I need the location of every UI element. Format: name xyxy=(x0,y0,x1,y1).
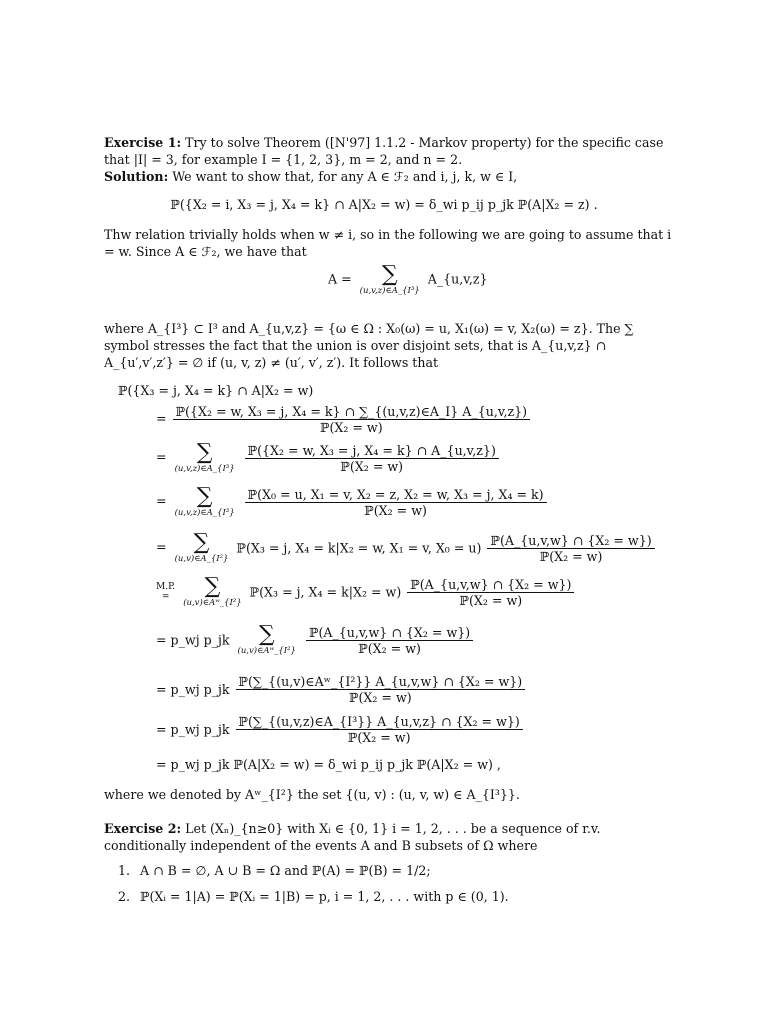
exercise-2-text: Let (Xₙ)_{n≥0} with Xᵢ ∈ {0, 1} i = 1, 2, . . . be a sequence of r.v. conditionally independent of the events A and B subsets of Ω where xyxy=(104,821,601,853)
markov-property-relation: M.P. = xyxy=(156,582,176,602)
derivation-line-2-fraction: $\frac{\text{ℙ(\{X₂ = w, X₃ = j, X₄ = k\} ∩ A\_\{u,v,z\})}}{\text{ℙ(X₂ = w)}}$ xyxy=(245,443,499,474)
derivation-line-5-fraction: $\frac{\text{ℙ(A\_\{u,v,w\} ∩ \{X₂ = w\})}}{\text{ℙ(X₂ = w)}}$ xyxy=(407,577,574,608)
list-item: 2. ℙ(Xᵢ = 1|A) = ℙ(Xᵢ = 1|B) = p, i = 1, 2, . . . with p ∈ (0, 1). xyxy=(118,889,509,904)
derivation-line-3-fraction: $\frac{\text{ℙ(X₀ = u, X₁ = v, X₂ = z, X₂ = w, X₃ = j, X₄ = k)}}{\text{ℙ(X₂ = w)}}$ xyxy=(245,487,547,518)
list-item: 1. A ∩ B = ∅, A ∪ B = Ω and ℙ(A) = ℙ(B) = 1/2; xyxy=(118,863,431,878)
exercise-1-text: Try to solve Theorem ([N'97] 1.1.2 - Markov property) for the specific case that |I| = 3, for example I = {1, 2, 3}, m = 2, and n = 2. xyxy=(104,135,664,167)
relation-paragraph: Thw relation trivially holds when w ≠ i, so in the following we are going to assume that i = w. Since A ∈ ℱ₂, we have that xyxy=(104,227,672,259)
derivation-line-4-fraction: $\frac{\text{ℙ(A\_\{u,v,w\} ∩ \{X₂ = w\})}}{\text{ℙ(X₂ = w)}}$ xyxy=(487,533,654,564)
derivation-line-3: = ∑ (u,v,z)∈A_{I³} $\frac{\text{ℙ(X₀ = u, X₁ = v, X₂ = z, X₂ = w, X₃ = j, X₄ = k)}}{\text{ℙ(X₂ = w)}}$ xyxy=(156,486,549,518)
derivation-line-1-fraction: $\frac{\text{ℙ(\{X₂ = w, X₃ = j, X₄ = k\} ∩ ∑\_\{(u,v,z)∈A\_I\} A\_\{u,v,z\})}}{\text{ℙ(X₂ = w)}}$ xyxy=(173,404,530,435)
exercise-2-paragraph xyxy=(104,820,674,854)
derivation-line-2: = ∑ (u,v,z)∈A_{I³} $\frac{\text{ℙ(\{X₂ = w, X₃ = j, X₄ = k\} ∩ A\_\{u,v,z\})}}{\text{ℙ(X₂ = w)}}$ xyxy=(156,442,501,474)
set-decomposition-lhs: A = xyxy=(328,271,352,287)
derivation-line-8-fraction: $\frac{\text{ℙ(∑\_\{(u,v,z)∈A\_\{I³\}\} A\_\{u,v,z\} ∩ \{X₂ = w\})}}{\text{ℙ(X₂ = w)}}$ xyxy=(236,714,523,745)
derivation-line-6-fraction: $\frac{\text{ℙ(A\_\{u,v,w\} ∩ \{X₂ = w\})}}{\text{ℙ(X₂ = w)}}$ xyxy=(306,625,473,656)
sum-operator: ∑ (u,v,z)∈A_{I³} xyxy=(359,262,420,296)
derivation-line-9: = p_wj p_jk ℙ(A|X₂ = w) = δ_wi p_ij p_jk ℙ(A|X₂ = w) , xyxy=(156,757,501,772)
derivation-line-4: = ∑ (u,v)∈A_{I²} ℙ(X₃ = j, X₄ = k|X₂ = w, X₁ = v, X₀ = u) $\frac{\text{ℙ(A\_\{u,v,w\} ∩ \{X₂ = w\})}}{\text{ℙ(X₂ = w)}}$ xyxy=(156,532,657,564)
denotation-paragraph: where we denoted by Aʷ_{I²} the set {(u, v) : (u, v, w) ∈ A_{I³}}. xyxy=(104,787,520,802)
set-decomposition-equation xyxy=(328,264,488,296)
main-equation: ℙ({X₂ = i, X₃ = j, X₄ = k} ∩ A|X₂ = w) = δ_wi p_ij p_jk ℙ(A|X₂ = z) . xyxy=(170,197,598,212)
exercise-1-paragraph xyxy=(104,134,674,185)
condition-list xyxy=(118,862,678,905)
derivation-line-6: = p_wj p_jk ∑ (u,v)∈Aʷ_{I²} $\frac{\text{ℙ(A\_\{u,v,w\} ∩ \{X₂ = w\})}}{\text{ℙ(X₂ = w)}}$ xyxy=(156,624,475,656)
sum-subscript: (u,v,z)∈A_{I³} xyxy=(359,286,420,296)
disjoint-sets-paragraph: where A_{I³} ⊂ I³ and A_{u,v,z} = {ω ∈ Ω : X₀(ω) = u, X₁(ω) = v, X₂(ω) = z}. The ∑ symbol stresses the fact that the union is over disjoint sets, that is A_{u,v,z} ∩ A_{u′,v′,z′} = ∅ if (u, v, z) ≠ (u′, v′, z′). It follows that xyxy=(104,321,634,370)
derivation-line-1: = $\frac{\text{ℙ(\{X₂ = w, X₃ = j, X₄ = k\} ∩ ∑\_\{(u,v,z)∈A\_I\} A\_\{u,v,z\})}}{\text{ℙ(X₂ = w)}}$ xyxy=(156,404,532,435)
derivation-line-8: = p_wj p_jk $\frac{\text{ℙ(∑\_\{(u,v,z)∈A\_\{I³\}\} A\_\{u,v,z\} ∩ \{X₂ = w\})}}{\text{ℙ(X₂ = w)}}$ xyxy=(156,714,525,745)
set-decomposition-term: A_{u,v,z} xyxy=(427,271,488,287)
derivation-line-0: ℙ({X₃ = j, X₄ = k} ∩ A|X₂ = w) xyxy=(118,383,314,398)
solution-text: We want to show that, for any A ∈ ℱ₂ and i, j, k, w ∈ I, xyxy=(172,169,518,184)
solution-label: Solution: xyxy=(104,169,169,184)
derivation-line-7: = p_wj p_jk $\frac{\text{ℙ(∑\_\{(u,v)∈Aʷ\_\{I²\}\} A\_\{u,v,w\} ∩ \{X₂ = w\})}}{\text{ℙ(X₂ = w)}}$ xyxy=(156,674,527,705)
exercise-1-title: Exercise 1: xyxy=(104,135,182,150)
exercise-2-title: Exercise 2: xyxy=(104,821,182,836)
derivation-line-7-fraction: $\frac{\text{ℙ(∑\_\{(u,v)∈Aʷ\_\{I²\}\} A\_\{u,v,w\} ∩ \{X₂ = w\})}}{\text{ℙ(X₂ = w)}}$ xyxy=(236,674,526,705)
derivation-line-5: M.P. = ∑ (u,v)∈Aʷ_{I²} ℙ(X₃ = j, X₄ = k|X₂ = w) $\frac{\text{ℙ(A\_\{u,v,w\} ∩ \{X₂ = w\})}}{\text{ℙ(X₂ = w)}}$ xyxy=(156,576,576,608)
